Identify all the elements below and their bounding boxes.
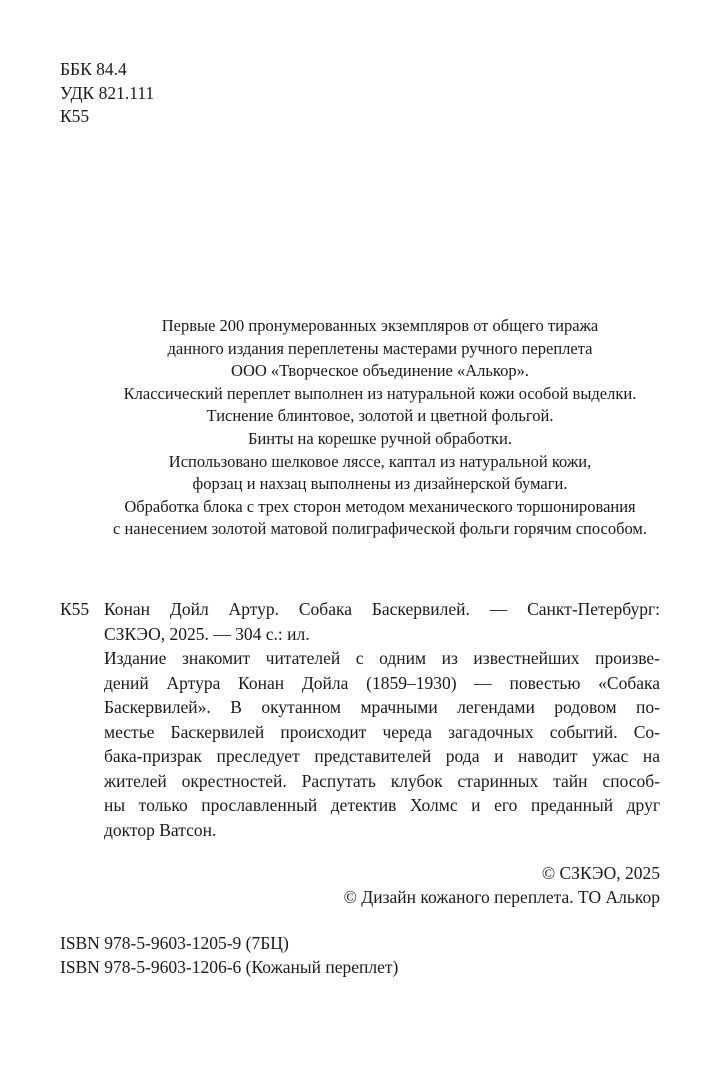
copyright-line: © СЗКЭО, 2025 [541, 863, 660, 883]
entry-code: К55 [60, 599, 90, 619]
annotation-line: бака-призрак преследует представителей рода и наводит ужас на [104, 746, 660, 766]
note-line: Обработка блока с трех сторон методом механического торшонирования [124, 496, 636, 516]
annotation-line: Издание знакомит читателей с одним из известнейших произве- [104, 648, 660, 668]
binding-notes [60, 315, 700, 541]
note-line: с нанесением золотой матовой полиграфической фольги горячим способом. [113, 519, 647, 539]
annotation-line: местье Баскервилей происходит череда загадочных событий. Со- [104, 721, 660, 742]
entry-line: Конан Дойл Артур. Собака Баскервилей. — Санкт-Петербург: [104, 599, 660, 619]
bibliographic-entry [104, 597, 660, 842]
note-line: Бинты на корешке ручной обработки. [247, 428, 513, 448]
annotation-line: Баскервилей». В окутанном мрачными легендами родовом по- [104, 697, 660, 717]
note-line: ООО «Творческое объединение «Алькор». [231, 361, 529, 381]
isbn-line: ISBN 978-5-9603-1205-9 (7БЦ) [60, 933, 289, 953]
annotation-line: дений Артура Конан Дойла (1859–1930) — повестью «Собака [104, 672, 660, 693]
annotation-line: жителей окрестностей. Распутать клубок старинных тайн способ- [104, 770, 660, 791]
classification-codes [60, 58, 154, 129]
note-line: форзац и нахзац выполнены из дизайнерской бумаги. [192, 474, 568, 494]
isbn-line: ISBN 978-5-9603-1206-6 (Кожаный переплет) [60, 956, 399, 977]
note-line: Использовано шелковое ляссе, каптал из натуральной кожи, [168, 451, 592, 471]
annotation-line: ны только прославленный детектив Холмс и его преданный друг [104, 795, 660, 815]
annotation-line: доктор Ватсон. [104, 819, 217, 840]
note-line: Тиснение блинтовое, золотой и цветной фольгой. [206, 406, 554, 426]
author-mark: К55 [60, 106, 90, 126]
copyright-line: © Дизайн кожаного переплета. ТО Алькор [343, 887, 660, 907]
copyright-block [344, 861, 660, 909]
udk-code: УДК 821.111 [60, 82, 155, 103]
note-line: Первые 200 пронумерованных экземпляров от общего тиража [161, 316, 599, 335]
note-line: данного издания переплетены мастерами ручного переплета [167, 338, 593, 358]
entry-line: СЗКЭО, 2025. — 304 с.: ил. [104, 623, 310, 644]
isbn-block [60, 932, 398, 979]
note-line: Классический переплет выполнен из натуральной кожи особой выделки. [123, 383, 637, 403]
bbk-code: ББК 84.4 [60, 59, 127, 79]
